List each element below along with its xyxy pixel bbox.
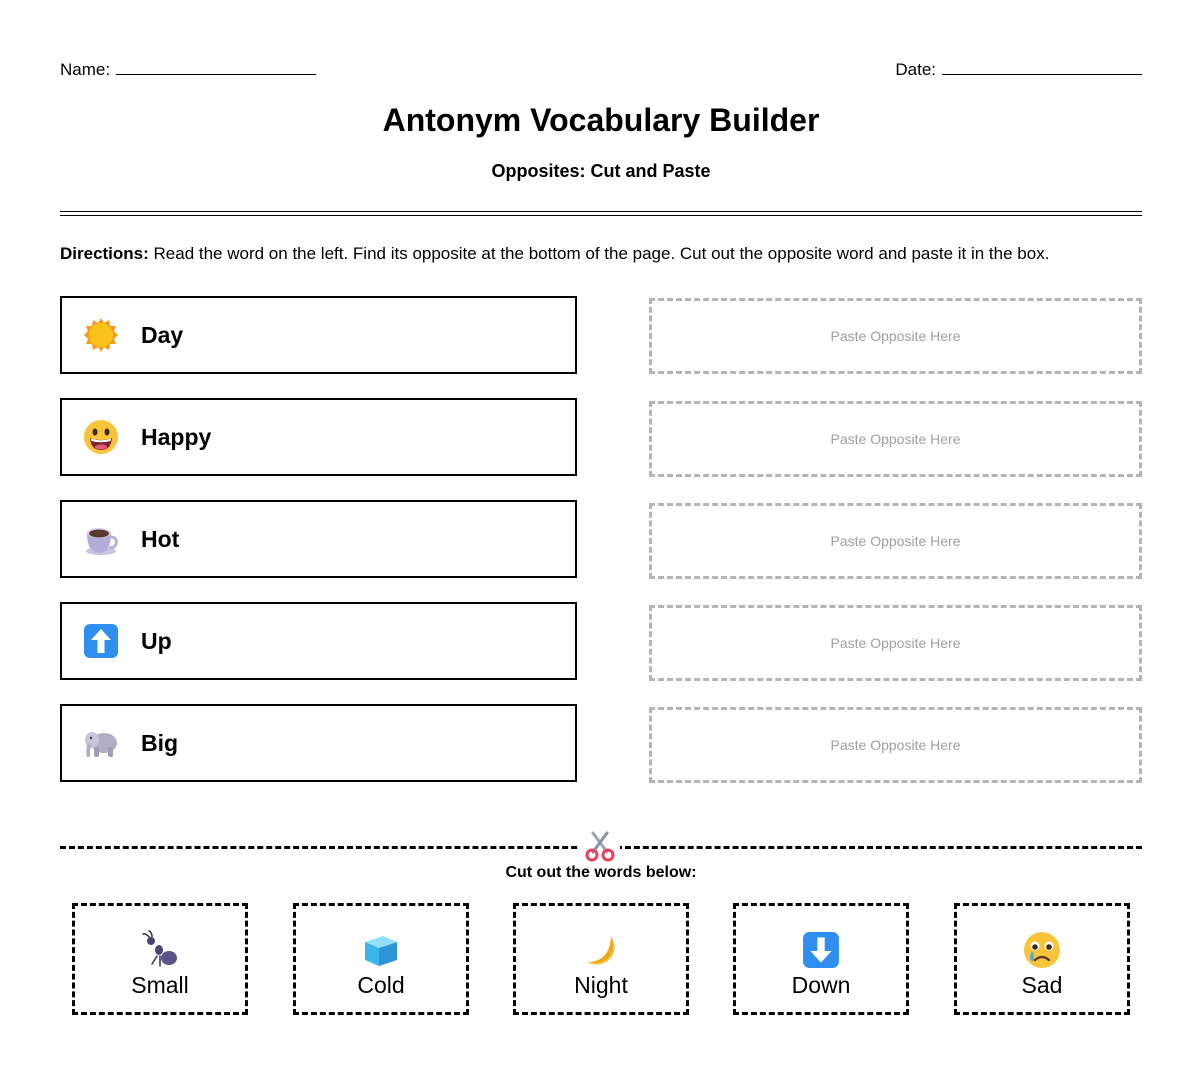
scissors-icon xyxy=(580,829,620,863)
cut-card-down[interactable] xyxy=(733,903,909,1015)
ice-cube-icon xyxy=(361,930,401,970)
page-title: Antonym Vocabulary Builder xyxy=(382,102,820,138)
paste-box-1[interactable] xyxy=(649,298,1142,374)
cut-card-label: Cold xyxy=(357,972,405,998)
sun-icon xyxy=(83,317,119,353)
directions-text: Read the word on the left. Find its opposite at the bottom of the page. Cut out the opposite word and paste it in the box. xyxy=(148,244,1050,263)
paste-placeholder: Paste Opposite Here xyxy=(830,328,961,344)
down-arrow-icon xyxy=(801,930,841,970)
cut-card-label: Sad xyxy=(1021,972,1063,998)
word-box-day xyxy=(60,296,577,374)
word-label: Happy xyxy=(141,423,212,450)
crescent-moon-icon xyxy=(581,930,621,970)
paste-placeholder: Paste Opposite Here xyxy=(830,635,961,651)
page-subtitle: Opposites: Cut and Paste xyxy=(491,161,711,181)
name-field xyxy=(60,60,316,80)
paste-box-5[interactable] xyxy=(649,707,1142,783)
cut-card-night[interactable] xyxy=(513,903,689,1015)
date-field xyxy=(895,60,1142,80)
directions xyxy=(60,244,1150,264)
crying-face-icon xyxy=(1022,930,1062,970)
word-label: Day xyxy=(141,321,184,348)
word-box-big xyxy=(60,704,577,782)
paste-box-3[interactable] xyxy=(649,503,1142,579)
header-divider xyxy=(60,211,1142,216)
cut-card-cold[interactable] xyxy=(293,903,469,1015)
cut-card-label: Small xyxy=(131,972,189,998)
paste-placeholder: Paste Opposite Here xyxy=(830,533,961,549)
ant-icon xyxy=(140,930,180,970)
paste-box-2[interactable] xyxy=(649,401,1142,477)
cut-card-small[interactable] xyxy=(72,903,248,1015)
cut-card-sad[interactable] xyxy=(954,903,1130,1015)
paste-box-4[interactable] xyxy=(649,605,1142,681)
date-line[interactable] xyxy=(942,60,1142,75)
grinning-face-icon xyxy=(83,419,119,455)
cut-caption: Cut out the words below: xyxy=(505,864,697,881)
directions-label: Directions: xyxy=(60,244,149,263)
date-label: Date: xyxy=(895,60,936,79)
word-box-hot xyxy=(60,500,577,578)
hot-coffee-icon xyxy=(83,521,119,557)
word-label: Up xyxy=(141,627,172,654)
word-box-happy xyxy=(60,398,577,476)
name-line[interactable] xyxy=(116,60,316,75)
cut-card-label: Down xyxy=(791,972,851,998)
up-arrow-icon xyxy=(83,623,119,659)
paste-placeholder: Paste Opposite Here xyxy=(830,431,961,447)
name-label: Name: xyxy=(60,60,111,79)
elephant-icon xyxy=(83,725,119,761)
word-label: Hot xyxy=(141,525,180,552)
word-label: Big xyxy=(141,729,179,756)
paste-placeholder: Paste Opposite Here xyxy=(830,737,961,753)
cut-card-label: Night xyxy=(574,972,628,998)
word-box-up xyxy=(60,602,577,680)
